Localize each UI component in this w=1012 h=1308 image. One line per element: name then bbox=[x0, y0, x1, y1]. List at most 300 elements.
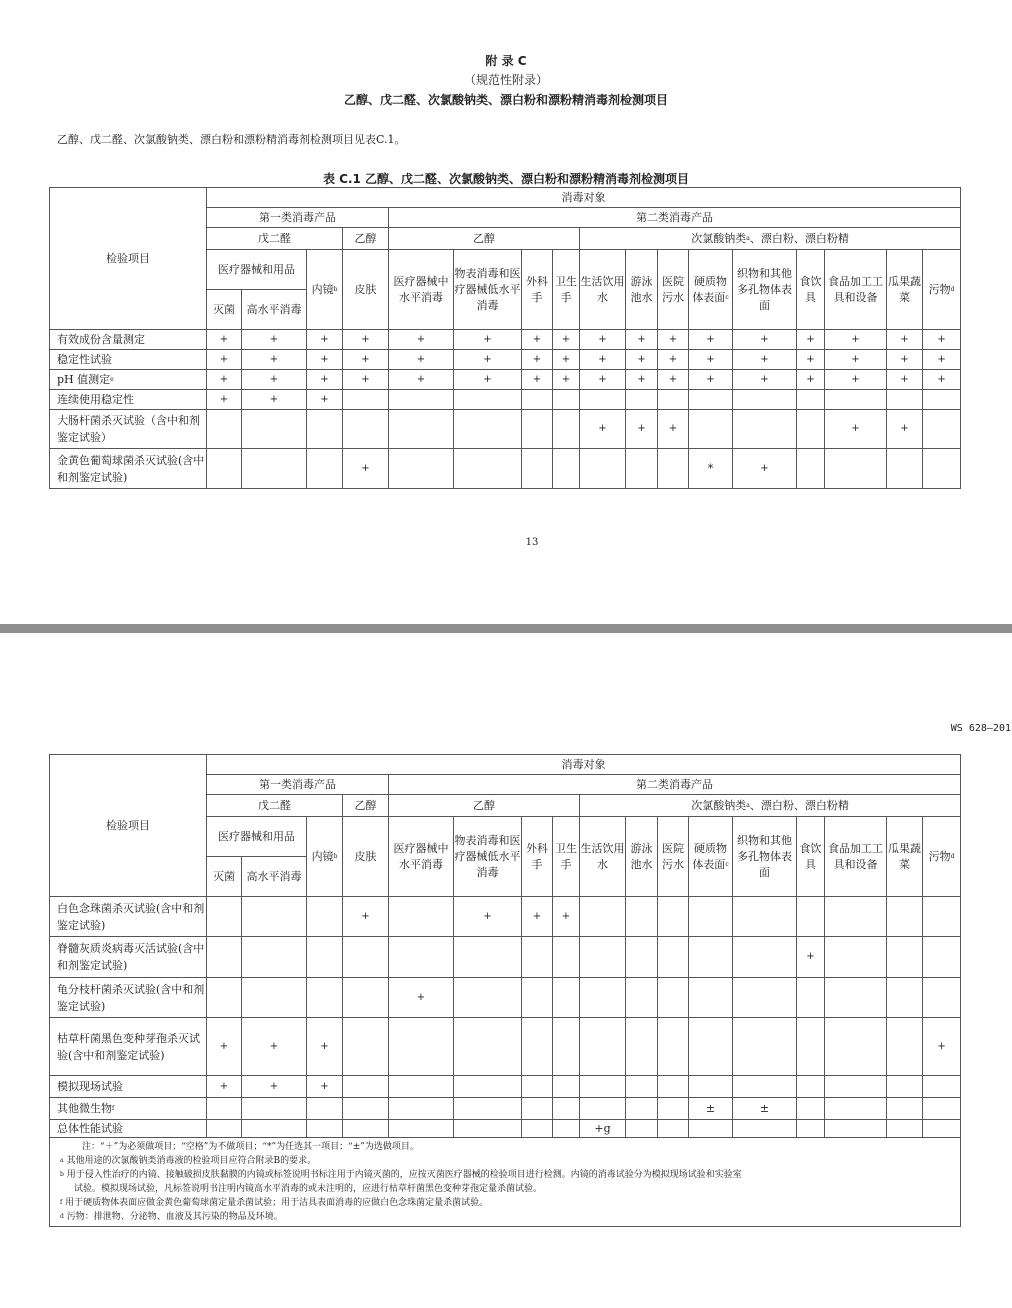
table-cell: + bbox=[207, 350, 242, 370]
table-cell: + bbox=[522, 350, 553, 370]
row-label: 白色念珠菌杀灭试验(含中和剂鉴定试验) bbox=[50, 897, 207, 937]
table-cell: + bbox=[307, 1018, 343, 1076]
table-cell bbox=[797, 1120, 825, 1138]
row-label: pH 值测定$^e$ bbox=[50, 370, 207, 390]
table-cell bbox=[522, 978, 553, 1018]
header-class1: 第一类消毒产品 bbox=[207, 775, 389, 795]
table-cell bbox=[454, 1076, 522, 1098]
table-cell: + bbox=[825, 370, 887, 390]
table-cell bbox=[522, 937, 553, 978]
table-cell: + bbox=[689, 370, 733, 390]
table-cell bbox=[733, 978, 797, 1018]
table-cell bbox=[923, 1120, 961, 1138]
table-cell: + bbox=[923, 370, 961, 390]
intro-text: 乙醇、戊二醛、次氯酸钠类、漂白粉和漂粉精消毒剂检测项目见表C.1。 bbox=[57, 133, 406, 146]
table-cell bbox=[658, 937, 689, 978]
row-label: 有效成份含量测定 bbox=[50, 330, 207, 350]
table-cell bbox=[658, 1120, 689, 1138]
table-cell: + bbox=[626, 350, 658, 370]
table-cell: + bbox=[242, 1076, 307, 1098]
table-cell: + bbox=[454, 370, 522, 390]
row-label: 稳定性试验 bbox=[50, 350, 207, 370]
table-cell bbox=[389, 1120, 454, 1138]
table-cell: + bbox=[343, 370, 389, 390]
header-endoscope: 内镜$^b$ bbox=[307, 817, 343, 897]
table-cell bbox=[207, 897, 242, 937]
note-f: $^f$ 用于硬质物体表面应做金黄色葡萄球菌定量杀菌试验；用于洁具表面消毒的应做白色念珠菌定量杀菌试验。 bbox=[60, 1198, 489, 1208]
table-cell: + bbox=[454, 897, 522, 937]
appendix-subject: 乙醇、戊二醛、次氯酸钠类、漂白粉和漂粉精消毒剂检测项目 bbox=[343, 93, 668, 107]
table-cell bbox=[887, 978, 923, 1018]
table-cell: + bbox=[733, 330, 797, 350]
table-cell: + bbox=[626, 330, 658, 350]
header-fabric: 织物和其他多孔物体表面 bbox=[733, 817, 797, 897]
table-cell bbox=[825, 1076, 887, 1098]
table-cell bbox=[580, 1018, 626, 1076]
table-cell bbox=[825, 1018, 887, 1076]
table-cell bbox=[242, 410, 307, 449]
table-row bbox=[50, 1018, 961, 1076]
table-cell: + bbox=[923, 330, 961, 350]
table-cell: + bbox=[553, 370, 580, 390]
table-cell bbox=[242, 449, 307, 489]
table-cell: ± bbox=[689, 1098, 733, 1120]
header-hygienic: 卫生手 bbox=[553, 250, 580, 330]
table-cell bbox=[454, 978, 522, 1018]
header-ethanol-a: 乙醇 bbox=[343, 228, 389, 250]
table-cell: + bbox=[307, 390, 343, 410]
header-ethanol-b: 乙醇 bbox=[389, 228, 580, 250]
table-cell bbox=[658, 978, 689, 1018]
table-cell bbox=[689, 410, 733, 449]
row-label: 大肠杆菌杀灭试验（含中和剂鉴定试验） bbox=[50, 410, 207, 449]
header-food-tools: 食品加工工具和设备 bbox=[825, 817, 887, 897]
notes-cell bbox=[50, 1138, 961, 1227]
table-cell bbox=[307, 1098, 343, 1120]
header-sterilize: 灭菌 bbox=[207, 290, 242, 330]
table-cell bbox=[797, 1018, 825, 1076]
header-hypochlorite: 次氯酸钠类$^a$、漂白粉、漂白粉精 bbox=[580, 795, 961, 817]
table-cell bbox=[825, 897, 887, 937]
table-cell bbox=[207, 449, 242, 489]
table-cell: + bbox=[242, 330, 307, 350]
header-glutaraldehyde: 戊二醛 bbox=[207, 795, 343, 817]
table-cell bbox=[658, 390, 689, 410]
table-cell bbox=[797, 897, 825, 937]
inspection-table-part2 bbox=[49, 754, 961, 1227]
page-number: 13 bbox=[525, 537, 539, 548]
table-row bbox=[50, 937, 961, 978]
table-cell: + bbox=[580, 330, 626, 350]
table-cell bbox=[658, 897, 689, 937]
table-cell: + bbox=[553, 350, 580, 370]
table-cell bbox=[307, 978, 343, 1018]
table-cell bbox=[522, 390, 553, 410]
table-header bbox=[50, 755, 961, 897]
table-cell bbox=[553, 937, 580, 978]
table-cell bbox=[923, 410, 961, 449]
table-row bbox=[50, 330, 961, 350]
table-row bbox=[50, 1076, 961, 1098]
table-cell bbox=[207, 410, 242, 449]
table-cell: + bbox=[733, 449, 797, 489]
header-high-level: 高水平消毒 bbox=[242, 290, 307, 330]
table-notes bbox=[50, 1138, 961, 1227]
table-cell: + bbox=[887, 350, 923, 370]
table-cell bbox=[689, 1018, 733, 1076]
table-cell bbox=[825, 1120, 887, 1138]
table-row bbox=[50, 978, 961, 1018]
header-waste: 污物$^d$ bbox=[923, 817, 961, 897]
table-cell bbox=[580, 1098, 626, 1120]
header-surface-low: 物表消毒和医疗器械低水平消毒 bbox=[454, 817, 522, 897]
table-cell bbox=[797, 449, 825, 489]
table-cell bbox=[797, 1098, 825, 1120]
table-cell: + bbox=[207, 330, 242, 350]
table-cell bbox=[553, 1018, 580, 1076]
header-produce: 瓜果蔬菜 bbox=[887, 250, 923, 330]
table-cell bbox=[307, 937, 343, 978]
table-cell: + bbox=[242, 390, 307, 410]
table-cell bbox=[553, 978, 580, 1018]
header-ethanol-b: 乙醇 bbox=[389, 795, 580, 817]
table-cell bbox=[389, 449, 454, 489]
note-a: $^a$ 其他用途的次氯酸钠类消毒液的检验项目应符合附录B的要求。 bbox=[60, 1156, 317, 1166]
table-cell: + bbox=[207, 390, 242, 410]
header-pool: 游泳池水 bbox=[626, 817, 658, 897]
table-cell: + bbox=[343, 449, 389, 489]
table-cell bbox=[553, 1076, 580, 1098]
header-med-high: 医疗器械中水平消毒 bbox=[389, 817, 454, 897]
header-hard: 硬质物体表面$^c$ bbox=[689, 250, 733, 330]
table-cell bbox=[825, 937, 887, 978]
table-cell bbox=[454, 410, 522, 449]
table-cell bbox=[923, 1076, 961, 1098]
table-cell: + bbox=[553, 897, 580, 937]
table-cell bbox=[207, 978, 242, 1018]
table-row bbox=[50, 449, 961, 489]
header-waste: 污物$^d$ bbox=[923, 250, 961, 330]
header-surgical: 外科手 bbox=[522, 817, 553, 897]
header-produce: 瓜果蔬菜 bbox=[887, 817, 923, 897]
header-skin: 皮肤 bbox=[343, 817, 389, 897]
header-target: 消毒对象 bbox=[207, 755, 961, 775]
table-cell bbox=[553, 1098, 580, 1120]
table-cell bbox=[389, 1018, 454, 1076]
header-fabric: 织物和其他多孔物体表面 bbox=[733, 250, 797, 330]
table-cell: + bbox=[522, 330, 553, 350]
header-surgical: 外科手 bbox=[522, 250, 553, 330]
table-cell bbox=[887, 449, 923, 489]
header-glutaraldehyde: 戊二醛 bbox=[207, 228, 343, 250]
header-surface-low: 物表消毒和医疗器械低水平消毒 bbox=[454, 250, 522, 330]
table-cell bbox=[343, 410, 389, 449]
table-cell bbox=[626, 978, 658, 1018]
table-row bbox=[50, 1120, 961, 1138]
table-cell: + bbox=[887, 410, 923, 449]
row-label: 枯草杆菌黑色变种芽孢杀灭试验(含中和剂鉴定试验) bbox=[50, 1018, 207, 1076]
table-cell: + bbox=[887, 330, 923, 350]
header-drinking: 生活饮用水 bbox=[580, 817, 626, 897]
table-cell bbox=[389, 897, 454, 937]
table-cell: + bbox=[307, 370, 343, 390]
table-cell bbox=[733, 390, 797, 410]
header-class2: 第二类消毒产品 bbox=[389, 775, 961, 795]
table-cell: + bbox=[923, 350, 961, 370]
table-cell bbox=[658, 449, 689, 489]
table-cell bbox=[626, 1098, 658, 1120]
table-cell bbox=[522, 449, 553, 489]
table-cell bbox=[454, 390, 522, 410]
table-cell: + bbox=[454, 330, 522, 350]
table-cell: + bbox=[343, 350, 389, 370]
table-cell bbox=[207, 1120, 242, 1138]
table-cell bbox=[580, 897, 626, 937]
header-hospital: 医院污水 bbox=[658, 817, 689, 897]
table-cell: + bbox=[825, 330, 887, 350]
table-cell bbox=[733, 1076, 797, 1098]
table-cell: ± bbox=[733, 1098, 797, 1120]
hypochlorite-label: 次氯酸钠类 bbox=[691, 231, 747, 245]
header-drinking: 生活饮用水 bbox=[580, 250, 626, 330]
table-cell bbox=[887, 1120, 923, 1138]
row-label: 脊髓灰质炎病毒灭活试验(含中和剂鉴定试验) bbox=[50, 937, 207, 978]
table-cell bbox=[825, 978, 887, 1018]
table-cell bbox=[207, 1098, 242, 1120]
note-d: $^d$ 污物：排泄物、分泌物、血液及其污染的物品及环境。 bbox=[60, 1212, 283, 1222]
header-class2: 第二类消毒产品 bbox=[389, 208, 961, 228]
table-cell bbox=[580, 449, 626, 489]
table-cell: + bbox=[389, 370, 454, 390]
table-cell: + bbox=[389, 978, 454, 1018]
table-cell bbox=[825, 1098, 887, 1120]
table-cell: + bbox=[658, 410, 689, 449]
table-cell bbox=[887, 1098, 923, 1120]
header-high-level: 高水平消毒 bbox=[242, 857, 307, 897]
table-cell: + bbox=[797, 330, 825, 350]
header-item-col: 检验项目 bbox=[50, 755, 207, 897]
table-cell: + bbox=[689, 350, 733, 370]
table-cell bbox=[307, 410, 343, 449]
table-row bbox=[50, 390, 961, 410]
table-cell bbox=[797, 1076, 825, 1098]
table-cell bbox=[553, 1120, 580, 1138]
table-cell bbox=[343, 1018, 389, 1076]
table-cell bbox=[389, 410, 454, 449]
table-cell bbox=[923, 937, 961, 978]
table-cell bbox=[626, 449, 658, 489]
table-cell: + bbox=[242, 350, 307, 370]
table-cell: + bbox=[689, 330, 733, 350]
table-cell bbox=[343, 1120, 389, 1138]
table-cell bbox=[658, 1018, 689, 1076]
header-pool: 游泳池水 bbox=[626, 250, 658, 330]
table-cell: + bbox=[923, 1018, 961, 1076]
table-cell: +g bbox=[580, 1120, 626, 1138]
table-cell bbox=[626, 1018, 658, 1076]
table-cell bbox=[923, 390, 961, 410]
table-row bbox=[50, 350, 961, 370]
header-tableware: 食饮具 bbox=[797, 250, 825, 330]
row-label: 金黄色葡萄球菌杀灭试验(含中和剂鉴定试验) bbox=[50, 449, 207, 489]
table-cell bbox=[307, 1120, 343, 1138]
table-cell: + bbox=[626, 410, 658, 449]
table-cell bbox=[343, 937, 389, 978]
table-cell bbox=[242, 1120, 307, 1138]
table-cell: + bbox=[343, 330, 389, 350]
table-row bbox=[50, 410, 961, 449]
table-cell: + bbox=[733, 370, 797, 390]
table-cell: + bbox=[797, 350, 825, 370]
table-row bbox=[50, 1098, 961, 1120]
header-med-devices: 医疗器械和用品 bbox=[207, 250, 307, 290]
table-cell bbox=[626, 1076, 658, 1098]
table-cell bbox=[580, 390, 626, 410]
page-divider bbox=[0, 624, 1012, 633]
table-cell bbox=[522, 1120, 553, 1138]
table-cell bbox=[689, 1076, 733, 1098]
table-row bbox=[50, 370, 961, 390]
table-body bbox=[50, 897, 961, 1138]
table-cell bbox=[343, 978, 389, 1018]
table-cell bbox=[389, 937, 454, 978]
table-cell: + bbox=[389, 330, 454, 350]
table-cell bbox=[454, 1120, 522, 1138]
table-cell: + bbox=[307, 350, 343, 370]
table-cell bbox=[626, 937, 658, 978]
table-cell bbox=[733, 410, 797, 449]
table-cell: + bbox=[797, 370, 825, 390]
standard-number: WS 628—201 bbox=[950, 723, 1011, 734]
table-cell bbox=[887, 390, 923, 410]
header-tableware: 食饮具 bbox=[797, 817, 825, 897]
row-label: 龟分枝杆菌杀灭试验(含中和剂鉴定试验) bbox=[50, 978, 207, 1018]
table-cell bbox=[733, 1120, 797, 1138]
table-cell bbox=[580, 937, 626, 978]
table-cell bbox=[553, 410, 580, 449]
table-cell bbox=[689, 978, 733, 1018]
table-cell bbox=[389, 390, 454, 410]
table-cell bbox=[689, 1120, 733, 1138]
table-cell bbox=[626, 897, 658, 937]
table-row bbox=[50, 897, 961, 937]
table-cell: + bbox=[553, 330, 580, 350]
table-cell: + bbox=[242, 370, 307, 390]
table-cell: + bbox=[389, 350, 454, 370]
hypochlorite-tail: 、漂白粉、漂白粉精 bbox=[749, 231, 849, 245]
inspection-table-part1 bbox=[49, 187, 961, 489]
header-food-tools: 食品加工工具和设备 bbox=[825, 250, 887, 330]
header-med-high: 医疗器械中水平消毒 bbox=[389, 250, 454, 330]
table-cell: + bbox=[580, 410, 626, 449]
note-b: $^b$ 用于侵入性治疗的内镜、接触破损皮肤黏膜的内镜或标签说明书标注用于内镜灭菌的，应按灭菌医疗器械的检验项目进行检测。内镜的消毒试验分为模拟现场试验和实验室 bbox=[60, 1170, 742, 1180]
table-header bbox=[50, 188, 961, 330]
table-cell bbox=[343, 1098, 389, 1120]
table-cell: + bbox=[825, 410, 887, 449]
table-cell bbox=[389, 1098, 454, 1120]
header-hypochlorite bbox=[580, 228, 961, 250]
table-cell bbox=[733, 1018, 797, 1076]
table-cell bbox=[580, 1076, 626, 1098]
table-cell bbox=[825, 390, 887, 410]
table-cell bbox=[887, 1076, 923, 1098]
header-item-col: 检验项目 bbox=[50, 188, 207, 330]
table-caption: 表 C.1 乙醇、戊二醛、次氯酸钠类、漂白粉和漂粉精消毒剂检测项目 bbox=[322, 172, 690, 186]
table-cell bbox=[522, 410, 553, 449]
table-cell bbox=[242, 937, 307, 978]
table-cell bbox=[343, 1076, 389, 1098]
table-cell bbox=[553, 390, 580, 410]
table-cell bbox=[887, 937, 923, 978]
table-cell: + bbox=[658, 350, 689, 370]
table-cell bbox=[689, 937, 733, 978]
row-label: 其他微生物$^f$ bbox=[50, 1098, 207, 1120]
table-cell bbox=[207, 937, 242, 978]
header-hospital: 医院污水 bbox=[658, 250, 689, 330]
table-cell: + bbox=[207, 370, 242, 390]
table-cell bbox=[343, 390, 389, 410]
note-main: 注：“＋”为必须做项目；“空格”为不做项目；“*”为任选其一项目；“±”为选做项目。 bbox=[82, 1142, 419, 1152]
table-cell bbox=[242, 897, 307, 937]
table-cell: + bbox=[207, 1018, 242, 1076]
table-cell: + bbox=[626, 370, 658, 390]
table-cell: + bbox=[658, 370, 689, 390]
table-cell bbox=[626, 1120, 658, 1138]
table-cell bbox=[923, 449, 961, 489]
table-cell: + bbox=[307, 330, 343, 350]
header-hygienic: 卫生手 bbox=[553, 817, 580, 897]
row-label: 连续使用稳定性 bbox=[50, 390, 207, 410]
table-cell bbox=[626, 390, 658, 410]
table-cell bbox=[242, 1098, 307, 1120]
header-skin: 皮肤 bbox=[343, 250, 389, 330]
table-cell bbox=[580, 978, 626, 1018]
table-cell bbox=[389, 1076, 454, 1098]
table-cell bbox=[825, 449, 887, 489]
note-b-cont: 试验。模拟现场试验，凡标签说明书注明内镜高水平消毒的或未注明的，应进行枯草杆菌黑色变种芽孢定量杀菌试验。 bbox=[74, 1184, 543, 1194]
table-cell: + bbox=[580, 370, 626, 390]
table-cell: + bbox=[580, 350, 626, 370]
appendix-type: （规范性附录） bbox=[463, 73, 548, 87]
table-cell bbox=[923, 897, 961, 937]
table-cell bbox=[454, 937, 522, 978]
table-cell: + bbox=[825, 350, 887, 370]
table-cell: + bbox=[242, 1018, 307, 1076]
footnote-ref-a: a bbox=[746, 234, 750, 242]
table-cell: + bbox=[522, 897, 553, 937]
header-target: 消毒对象 bbox=[207, 188, 961, 208]
table-cell: + bbox=[454, 350, 522, 370]
table-body bbox=[50, 330, 961, 489]
table-cell bbox=[307, 449, 343, 489]
table-cell bbox=[454, 1098, 522, 1120]
table-cell bbox=[797, 390, 825, 410]
table-cell: + bbox=[733, 350, 797, 370]
header-sterilize: 灭菌 bbox=[207, 857, 242, 897]
table-cell bbox=[522, 1098, 553, 1120]
table-cell: + bbox=[522, 370, 553, 390]
table-cell bbox=[887, 897, 923, 937]
table-cell bbox=[689, 390, 733, 410]
header-med-devices: 医疗器械和用品 bbox=[207, 817, 307, 857]
table-cell bbox=[797, 978, 825, 1018]
header-endoscope: 内镜$^b$ bbox=[307, 250, 343, 330]
table-cell bbox=[689, 897, 733, 937]
table-cell bbox=[733, 897, 797, 937]
table-cell: + bbox=[343, 897, 389, 937]
table-cell: * bbox=[689, 449, 733, 489]
table-cell bbox=[658, 1098, 689, 1120]
